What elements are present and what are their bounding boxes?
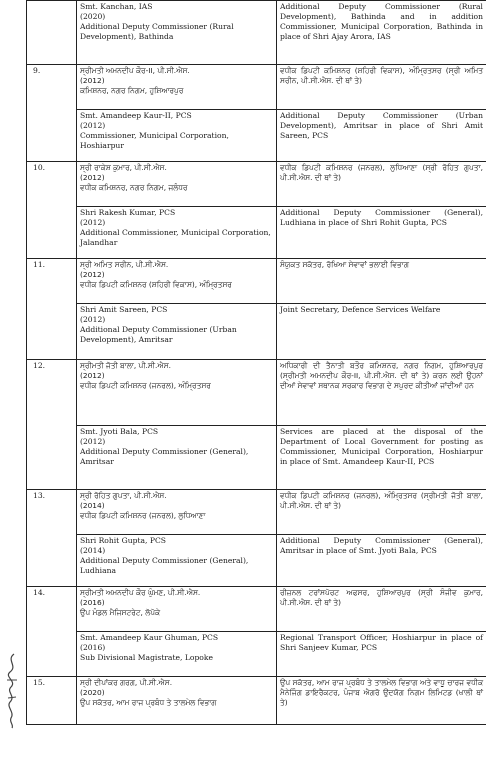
posting-cell-punjabi: ਵਧੀਕ ਡਿਪਟੀ ਕਮਿਸ਼ਨਰ (ਜਨਰਲ), ਲੁਧਿਆਣਾ (ਸ੍ਰੀ ਰੋਹਿਤ ਗੁਪਤਾ, ਪੀ.ਸੀ.ਐਸ. ਦੀ ਥਾਂ ਤੇ) xyxy=(277,162,487,207)
serial-cell: 12. xyxy=(27,360,77,490)
margin-signature xyxy=(2,650,22,730)
table-row xyxy=(27,110,487,162)
posting-cell-english: Additional Deputy Commissioner (Rural Development), Bathinda and in addition Commissioner, Municipal Corporation, Bathinda in place of Shri Ajay Arora, IAS xyxy=(277,1,487,65)
officer-cell-punjabi: ਸ੍ਰੀ ਰਾਕੇਸ਼ ਕੁਮਾਰ, ਪੀ.ਸੀ.ਐਸ. (2012) ਵਧੀਕ ਕਮਿਸ਼ਨਰ, ਨਗਰ ਨਿਗਮ, ਜਲੰਧਰ xyxy=(77,162,277,207)
table-row xyxy=(27,162,487,207)
posting-cell-punjabi: ਸੰਯੁਕਤ ਸਕੱਤਰ, ਰੱਖਿਆ ਸੇਵਾਵਾਂ ਭਲਾਈ ਵਿਭਾਗ xyxy=(277,259,487,304)
officer-cell-english: Shri Amit Sareen, PCS (2012) Additional Deputy Commissioner (Urban Development), Amritsar xyxy=(77,304,277,360)
table-row xyxy=(27,207,487,259)
officer-cell-punjabi: ਸ੍ਰੀਮਤੀ ਅਮਨਦੀਪ ਕੌਰ ਘੁੰਮਣ, ਪੀ.ਸੀ.ਐਸ. (2016) ਉਪ ਮੰਡਲ ਮੈਜਿਸਟਰੇਟ, ਲੋਪੋਕੇ xyxy=(77,587,277,632)
posting-cell-punjabi: ਵਧੀਕ ਡਿਪਟੀ ਕਮਿਸ਼ਨਰ (ਜਨਰਲ), ਅੰਮ੍ਰਿਤਸਰ (ਸ੍ਰੀਮਤੀ ਜੋਤੀ ਬਾਲਾ, ਪੀ.ਸੀ.ਐਸ. ਦੀ ਥਾਂ ਤੇ) xyxy=(277,490,487,535)
officer-cell-punjabi: ਸ੍ਰੀਮਤੀ ਅਮਨਦੀਪ ਕੌਰ-II, ਪੀ.ਸੀ.ਐਸ. (2012) ਕਮਿਸ਼ਨਰ, ਨਗਰ ਨਿਗਮ, ਹੁਸ਼ਿਆਰਪੁਰ xyxy=(77,65,277,110)
officer-cell-english: Smt. Amandeep Kaur-II, PCS (2012) Commissioner, Municipal Corporation, Hoshiarpur xyxy=(77,110,277,162)
table-row xyxy=(27,490,487,535)
posting-cell-english: Regional Transport Officer, Hoshiarpur in place of Shri Sanjeev Kumar, PCS xyxy=(277,632,487,677)
serial-cell: 13. xyxy=(27,490,77,587)
officer-cell-english: Shri Rakesh Kumar, PCS (2012) Additional Commissioner, Municipal Corporation, Jalandhar xyxy=(77,207,277,259)
officer-cell-punjabi: ਸ੍ਰੀਮਤੀ ਜੋਤੀ ਬਾਲਾ, ਪੀ.ਸੀ.ਐਸ. (2012) ਵਧੀਕ ਡਿਪਟੀ ਕਮਿਸ਼ਨਰ (ਜਨਰਲ), ਅੰਮ੍ਰਿਤਸਰ xyxy=(77,360,277,426)
table-row xyxy=(27,426,487,490)
table-row xyxy=(27,632,487,677)
table-row xyxy=(27,1,487,65)
orders-table-page xyxy=(26,0,486,768)
table-row xyxy=(27,587,487,632)
officer-cell-english: Smt. Amandeep Kaur Ghuman, PCS (2016) Sub Divisional Magistrate, Lopoke xyxy=(77,632,277,677)
table-row xyxy=(27,259,487,304)
posting-cell-punjabi: ਅਧਿਕਾਰੀ ਦੀ ਤੈਨਾਤੀ ਬਤੌਰ ਕਮਿਸ਼ਨਰ, ਨਗਰ ਨਿਗਮ, ਹੁਸ਼ਿਆਰਪੁਰ (ਸ੍ਰੀਮਤੀ ਅਮਨਦੀਪ ਕੌਰ-II, ਪੀ.ਸੀ.ਐਸ. ਦੀ ਥਾਂ ਤੇ) ਕਰਨ ਲਈ ਉਹਨਾਂ ਦੀਆਂ ਸੇਵਾਵਾਂ ਸਥਾਨਕ ਸਰਕਾਰ ਵਿਭਾਗ ਦੇ ਸਪੁਰਦ ਕੀਤੀਆਂ ਜਾਂਦੀਆਂ ਹਨ xyxy=(277,360,487,426)
posting-cell-english: Services are placed at the disposal of the Department of Local Government for posting as Commissioner, Municipal Corporation, Hoshiarpur in place of Smt. Amandeep Kaur-II, PCS xyxy=(277,426,487,490)
officer-cell-punjabi: ਸ੍ਰੀ ਰੋਹਿਤ ਗੁਪਤਾ, ਪੀ.ਸੀ.ਐਸ. (2014) ਵਧੀਕ ਡਿਪਟੀ ਕਮਿਸ਼ਨਰ (ਜਨਰਲ), ਲੁਧਿਆਣਾ xyxy=(77,490,277,535)
posting-cell-punjabi: ਰੀਜ਼ਨਲ ਟਰਾਂਸਪੋਰਟ ਅਫਸਰ, ਹੁਸ਼ਿਆਰਪੁਰ (ਸ੍ਰੀ ਸੰਜੀਵ ਕੁਮਾਰ, ਪੀ.ਸੀ.ਐਸ. ਦੀ ਥਾਂ ਤੇ) xyxy=(277,587,487,632)
transfer-orders-table xyxy=(26,0,486,725)
posting-cell-punjabi: ਵਧੀਕ ਡਿਪਟੀ ਕਮਿਸ਼ਨਰ (ਸ਼ਹਿਰੀ ਵਿਕਾਸ), ਅੰਮ੍ਰਿਤਸਰ (ਸ੍ਰੀ ਅਮਿਤ ਸਰੀਨ, ਪੀ.ਸੀ.ਐਸ. ਦੀ ਥਾਂ ਤੇ) xyxy=(277,65,487,110)
serial-cell: 14. xyxy=(27,587,77,677)
officer-cell-english: Smt. Jyoti Bala, PCS (2012) Additional Deputy Commissioner (General), Amritsar xyxy=(77,426,277,490)
serial-cell xyxy=(27,1,77,65)
posting-cell-english: Additional Deputy Commissioner (General), Amritsar in place of Smt. Jyoti Bala, PCS xyxy=(277,535,487,587)
serial-cell: 15. xyxy=(27,677,77,725)
serial-cell: 11. xyxy=(27,259,77,360)
posting-cell-english: Additional Deputy Commissioner (General), Ludhiana in place of Shri Rohit Gupta, PCS xyxy=(277,207,487,259)
officer-cell-english: Shri Rohit Gupta, PCS (2014) Additional Deputy Commissioner (General), Ludhiana xyxy=(77,535,277,587)
table-row xyxy=(27,65,487,110)
table-row xyxy=(27,677,487,725)
officer-cell-english: Smt. Kanchan, IAS (2020) Additional Deputy Commissioner (Rural Development), Bathinda xyxy=(77,1,277,65)
posting-cell-english: Joint Secretary, Defence Services Welfare xyxy=(277,304,487,360)
table-row xyxy=(27,360,487,426)
table-row xyxy=(27,535,487,587)
serial-cell: 10. xyxy=(27,162,77,259)
posting-cell-punjabi: ਉਪ ਸਕੱਤਰ, ਆਮ ਰਾਜ ਪ੍ਰਬੰਧ ਤੇ ਤਾਲਮੇਲ ਵਿਭਾਗ ਅਤੇ ਵਾਧੂ ਚਾਰਜ ਵਧੀਕ ਮੈਨੇਜਿੰਗ ਡਾਇਰੈਕਟਰ, ਪੰਜਾਬ ਐਗਰੋ ਉਦਯੋਗ ਨਿਗਮ ਲਿਮਿਟਡ (ਖਾਲੀ ਥਾਂ ਤੇ) xyxy=(277,677,487,725)
table-row xyxy=(27,304,487,360)
serial-cell: 9. xyxy=(27,65,77,162)
posting-cell-english: Additional Deputy Commissioner (Urban Development), Amritsar in place of Shri Amit Sareen, PCS xyxy=(277,110,487,162)
officer-cell-punjabi: ਸ੍ਰੀ ਅਮਿਤ ਸਰੀਨ, ਪੀ.ਸੀ.ਐਸ. (2012) ਵਧੀਕ ਡਿਪਟੀ ਕਮਿਸ਼ਨਰ (ਸ਼ਹਿਰੀ ਵਿਕਾਸ), ਅੰਮ੍ਰਿਤਸਰ xyxy=(77,259,277,304)
officer-cell-punjabi: ਸ੍ਰੀ ਦੀਪਾਂਕਰ ਗਰਗ, ਪੀ.ਸੀ.ਐਸ. (2020) ਉਪ ਸਕੱਤਰ, ਆਮ ਰਾਜ ਪ੍ਰਬੰਧ ਤੇ ਤਾਲਮੇਲ ਵਿਭਾਗ xyxy=(77,677,277,725)
